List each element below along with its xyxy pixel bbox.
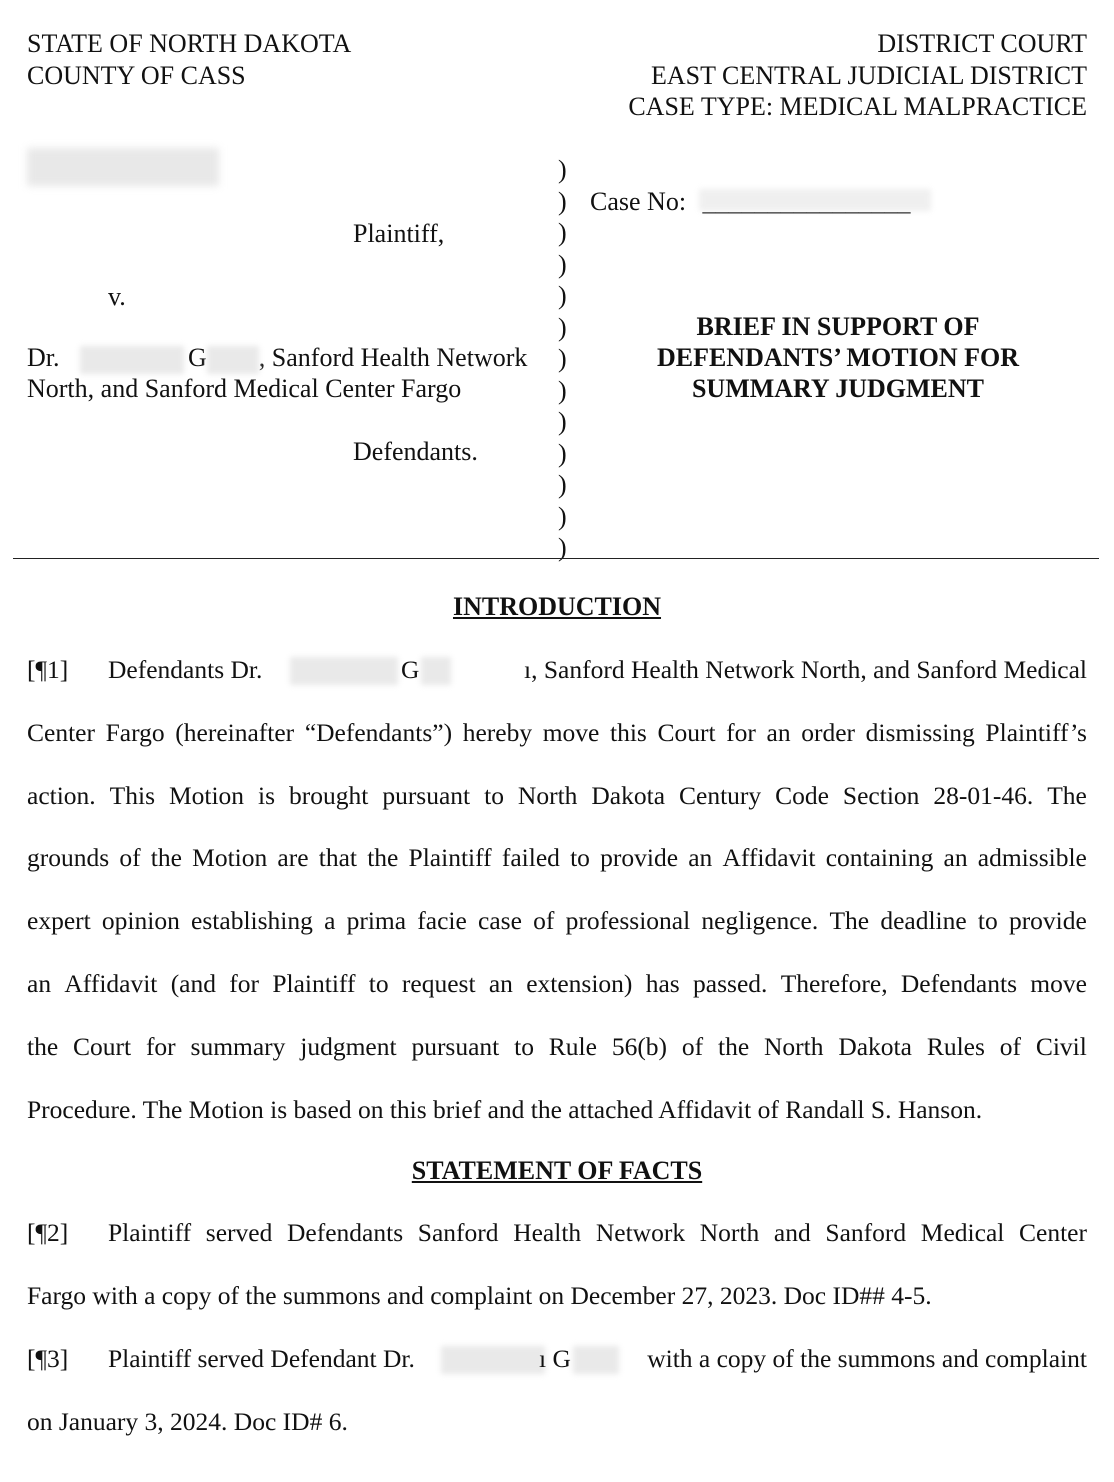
p1-line-4: grounds of the Motion are that the Plaintiff failed to provide an Affidavit containing an admissible: [27, 843, 1087, 873]
p1-line1-a: Defendants Dr.: [108, 655, 263, 684]
introduction-heading: INTRODUCTION: [452, 592, 662, 621]
paren: ): [558, 249, 567, 279]
paren: ): [558, 186, 567, 216]
district-label: EAST CENTRAL JUDICIAL DISTRICT: [651, 61, 1087, 90]
paragraph-3: [27, 1328, 1087, 1454]
redacted-plaintiff-name: [27, 148, 219, 186]
case-number: [590, 186, 911, 218]
p3-line-1: [27, 1328, 1087, 1391]
p3-line-2: on January 3, 2024. Doc ID# 6.: [27, 1406, 348, 1436]
case-no-label: Case No:: [590, 187, 687, 216]
document-title-line-1: BRIEF IN SUPPORT OF: [696, 312, 980, 341]
paren: ): [558, 501, 567, 531]
p1-line-7: the Court for summary judgment pursuant to Rule 56(b) of the North Dakota Rules of Civil: [27, 1031, 1087, 1061]
plaintiff-label: Plaintiff,: [353, 219, 445, 248]
redacted-defendant-last-name: [207, 346, 259, 374]
caption-parentheses: [558, 154, 567, 564]
p1-line1-c: ı, Sanford Health Network North, and Sanford Medical: [524, 655, 1087, 684]
paren: ): [558, 155, 567, 184]
paragraph-2: [27, 1202, 1087, 1328]
county-label: COUNTY OF CASS: [27, 61, 246, 90]
redacted-name: [290, 657, 398, 685]
p1-line-3: action. This Motion is brought pursuant to North Dakota Century Code Section 28-01-46. The: [27, 780, 1087, 810]
paren: ): [558, 344, 567, 373]
p1-line-6: an Affidavit (and for Plaintiff to request an extension) has passed. Therefore, Defendants move: [27, 968, 1087, 998]
paren: ): [558, 218, 567, 247]
paren: ): [558, 312, 567, 342]
facts-heading: STATEMENT OF FACTS: [411, 1156, 703, 1185]
caption-divider: [13, 558, 1099, 559]
defendant-line-2: North, and Sanford Medical Center Fargo: [27, 374, 462, 403]
defendant-prefix: Dr.: [27, 343, 60, 372]
p1-line-8: Procedure. The Motion is based on this brief and the attached Affidavit of Randall S. Hanson.: [27, 1094, 983, 1124]
document-title-line-2: DEFENDANTS’ MOTION FOR: [656, 343, 1020, 372]
defendant-line1-rest: , Sanford Health Network: [258, 343, 528, 372]
redacted-name: [421, 657, 451, 685]
case-type-label: CASE TYPE: MEDICAL MALPRACTICE: [628, 92, 1087, 121]
paren: ): [558, 375, 567, 405]
document-title-line-3: SUMMARY JUDGMENT: [691, 374, 985, 403]
state-label: STATE OF NORTH DAKOTA: [27, 29, 352, 58]
paren: ): [558, 407, 567, 436]
paragraph-1: [27, 639, 1087, 1141]
defendant-line-1: [27, 342, 527, 374]
p3-marker: [¶3]: [27, 1344, 69, 1373]
p2-line-1: [27, 1202, 1087, 1265]
p3-line1-c: with a copy of the summons and complaint: [647, 1344, 1087, 1373]
p1-marker: [¶1]: [27, 655, 69, 684]
case-no-field: [703, 187, 911, 216]
redacted-name: [573, 1346, 619, 1374]
p1-line-5: expert opinion establishing a prima facie case of professional negligence. The deadline to provide: [27, 906, 1087, 936]
p2-marker: [¶2]: [27, 1218, 69, 1247]
redacted-defendant-first-name: [80, 346, 184, 374]
p2-line-2: Fargo with a copy of the summons and complaint on December 27, 2023. Doc ID## 4-5.: [27, 1280, 932, 1310]
paren: ): [558, 281, 567, 310]
p1-line1-b: G: [401, 655, 420, 684]
p1-line-2: Center Fargo (hereinafter “Defendants”) hereby move this Court for an order dismissing Plaintiff’s: [27, 717, 1087, 747]
p1-line-1: [27, 639, 1087, 702]
versus-label: v.: [108, 282, 126, 311]
redacted-name: [441, 1346, 545, 1374]
redacted-case-number: [699, 189, 931, 211]
defendant-initial: G: [188, 343, 207, 372]
p3-line1-a: Plaintiff served Defendant Dr.: [108, 1344, 415, 1373]
p2-line1-text: Plaintiff served Defendants Sanford Health Network North and Sanford Medical Center: [108, 1218, 1087, 1247]
court-label: DISTRICT COURT: [877, 29, 1087, 58]
paren: ): [558, 533, 567, 562]
paren: ): [558, 438, 567, 468]
p3-line1-b: ı G: [539, 1344, 571, 1373]
paren: ): [558, 470, 567, 499]
defendants-label: Defendants.: [353, 437, 478, 466]
